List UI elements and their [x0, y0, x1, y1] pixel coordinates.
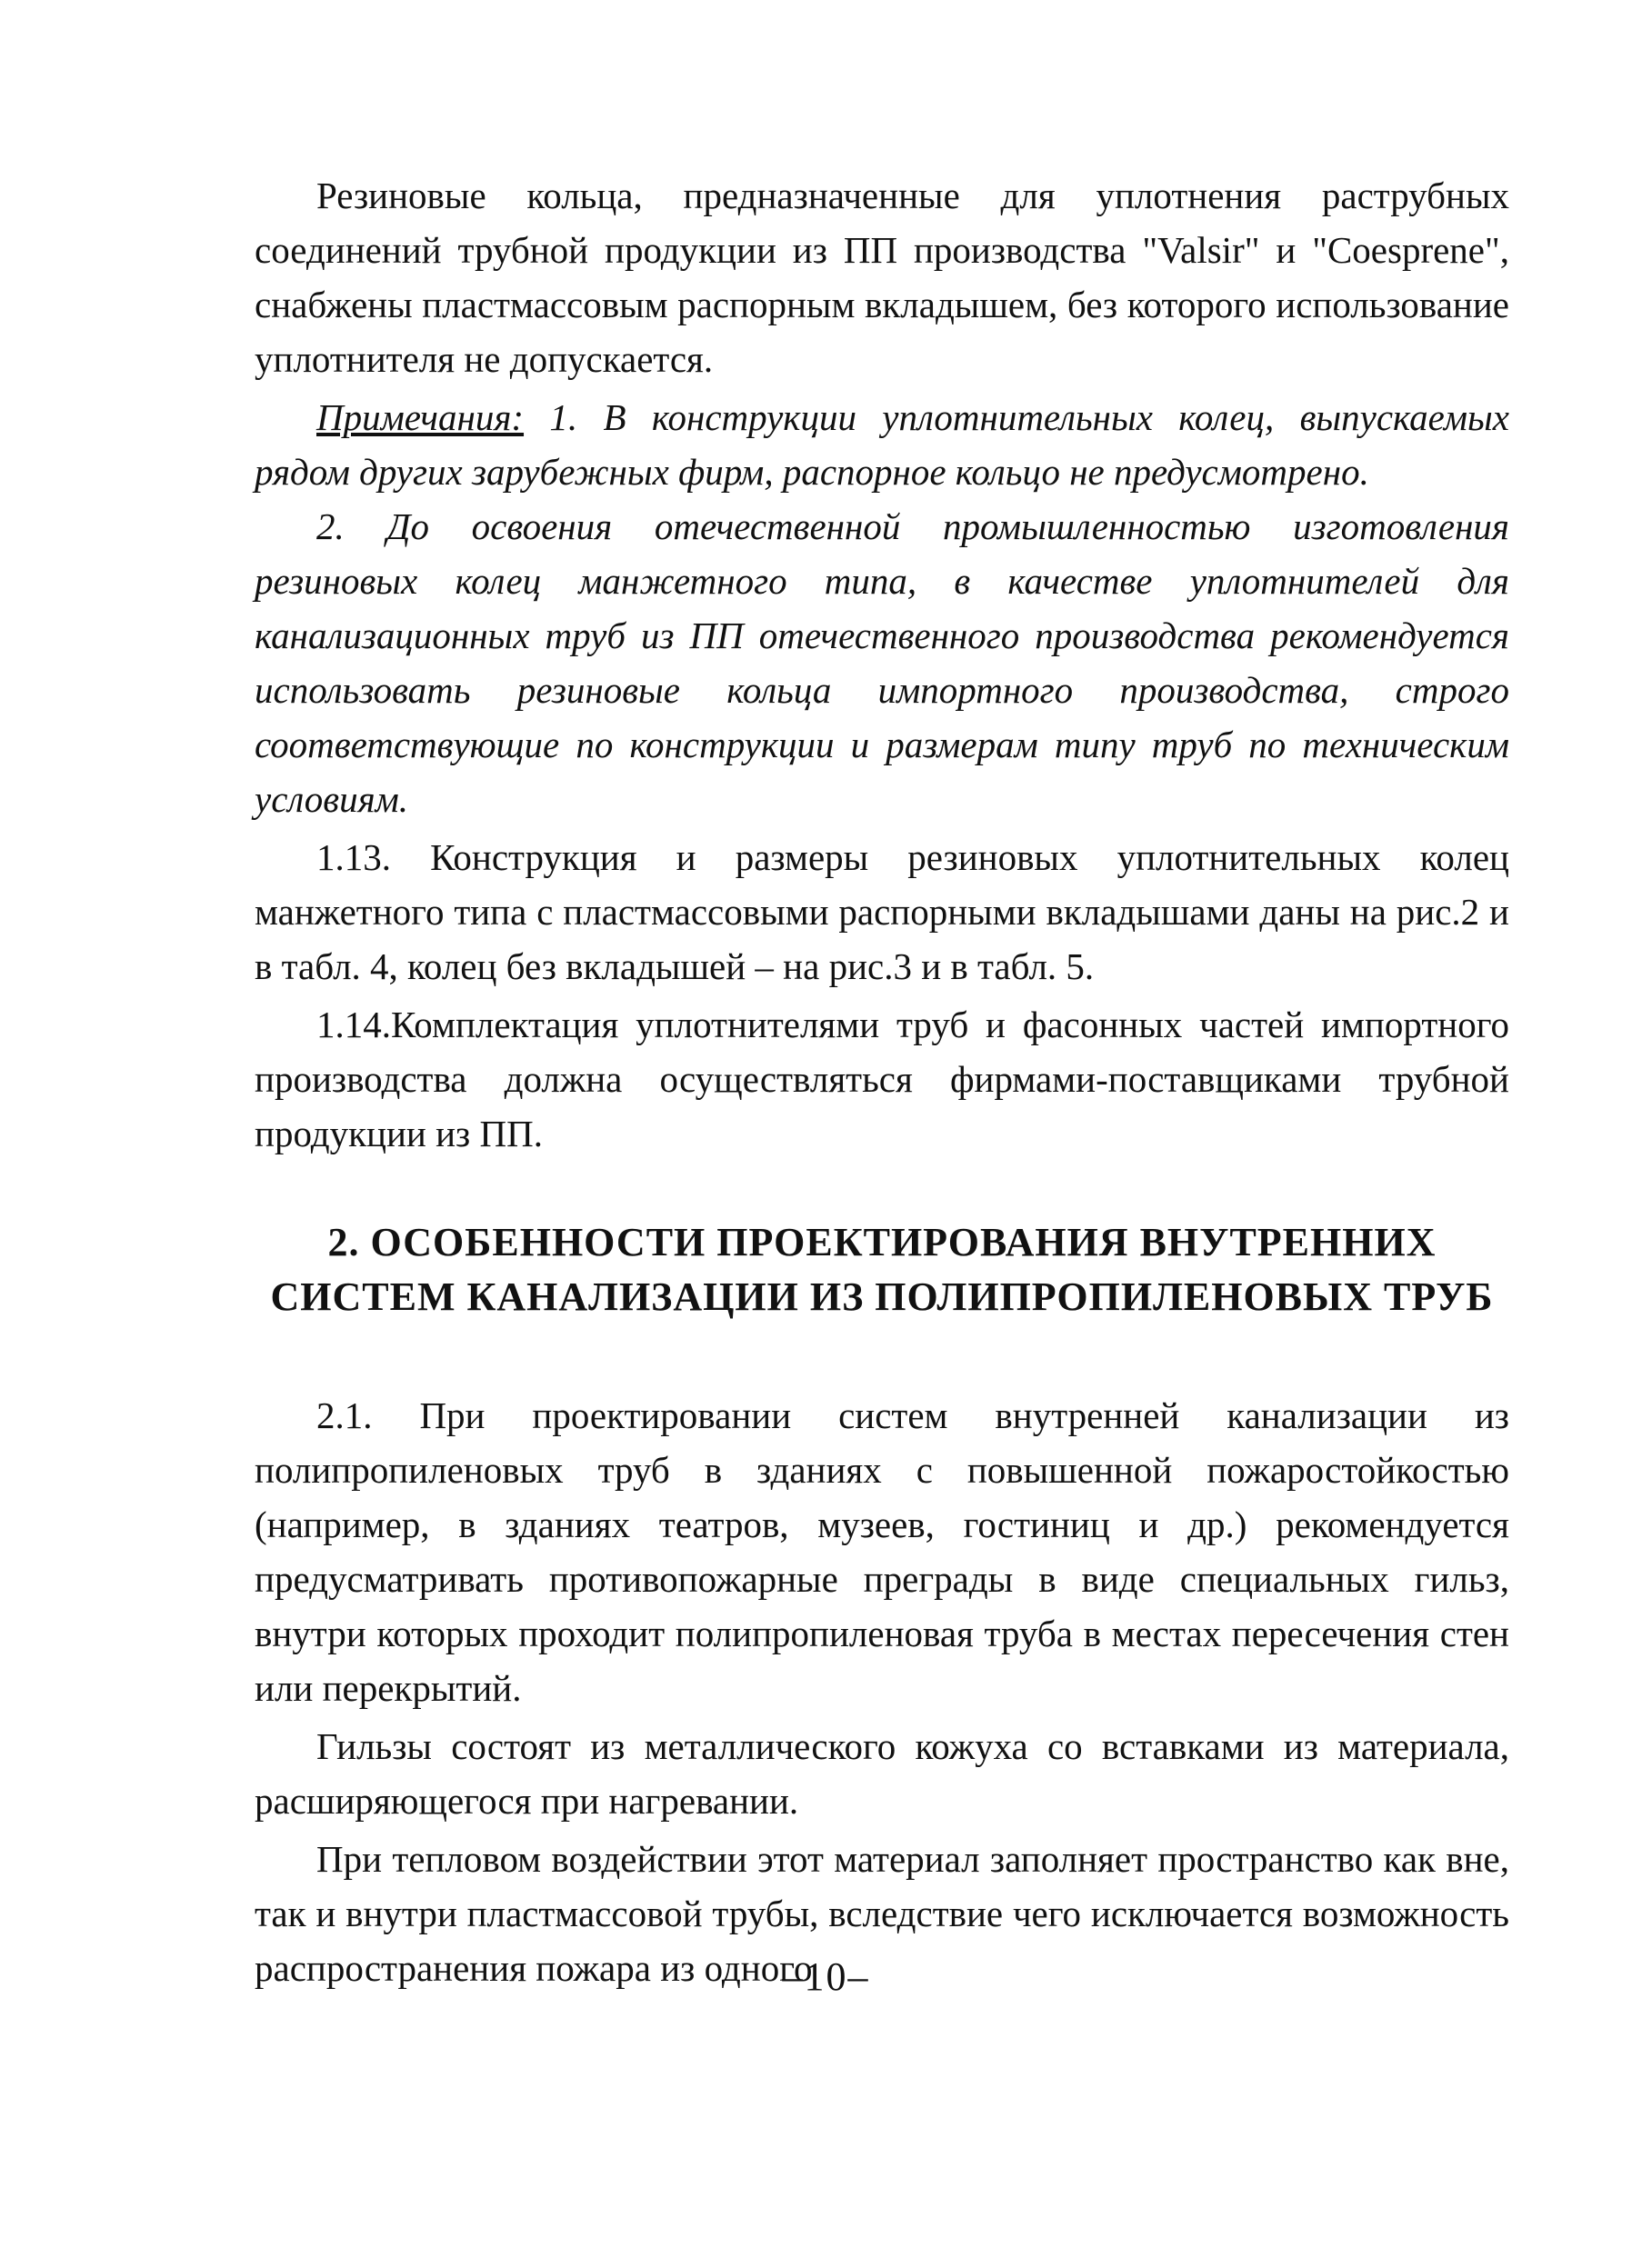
paragraph-thermal: При тепловом воздействии этот материал заполняет пространство как вне, так и внутри пластмассовой трубы, вследствие чего исключается возможность распространения пожара из одного [255, 1838, 1509, 1989]
note-1 [255, 390, 1509, 499]
paragraph-2-1: 2.1. При проектировании систем внутренней канализации из полипропиленовых труб в зданиях с повышенной пожаростойкостью (например, в зданиях театров, музеев, гостиниц и др.) рекомендуется предусматривать противопожарные преграды в виде специальных гильз, внутри которых проходит полипропиленовая труба в местах пересечения стен или перекрытий. [255, 1394, 1509, 1709]
note-2: 2. До освоения отечественной промышленностью изготовления резиновых колец манжетного типа, в качестве уплотнителей для канализационных труб из ПП отечественного производства рекомендуется использовать резиновые кольца импортного производства, строго соответствующие по конструкции и размерам типу труб по техническим условиям. [255, 505, 1509, 820]
page-body [255, 168, 1509, 1995]
section-2-heading [255, 1215, 1509, 1324]
paragraph-1-13: 1.13. Конструкция и размеры резиновых уплотнительных колец манжетного типа с пластмассовыми распорными вкладышами даны на рис.2 и в табл. 4, колец без вкладышей – на рис.3 и в табл. 5. [255, 836, 1509, 987]
paragraph-sleeves: Гильзы состоят из металлического кожуха со вставками из материала, расширяющегося при нагревании. [255, 1725, 1509, 1822]
paragraph-1-14: 1.14.Комплектация уплотнителями труб и фасонных частей импортного производства должна осуществляться фирмами-поставщиками трубной продукции из ПП. [255, 1004, 1509, 1154]
section-2-heading-line-1: 2. ОСОБЕННОСТИ ПРОЕКТИРОВАНИЯ ВНУТРЕННИХ [327, 1220, 1437, 1264]
paragraph-rubber-rings: Резиновые кольца, предназначенные для уплотнения раструбных соединений трубной продукции из ПП производства "Valsir" и "Coesprene", снабжены пластмассовым распорным вкладышем, без которого использование уплотнителя не допускается. [255, 175, 1509, 380]
section-2-heading-line-2: СИСТЕМ КАНАЛИЗАЦИИ ИЗ ПОЛИПРОПИЛЕНОВЫХ ТРУБ [270, 1274, 1494, 1319]
note-label: Примечания: [316, 396, 525, 438]
note-1-text: 1. В конструкции уплотнительных колец, выпускаемых рядом других зарубежных фирм, распорное кольцо не предусмотрено. [255, 396, 1509, 493]
page-number: –10– [782, 1954, 870, 1999]
